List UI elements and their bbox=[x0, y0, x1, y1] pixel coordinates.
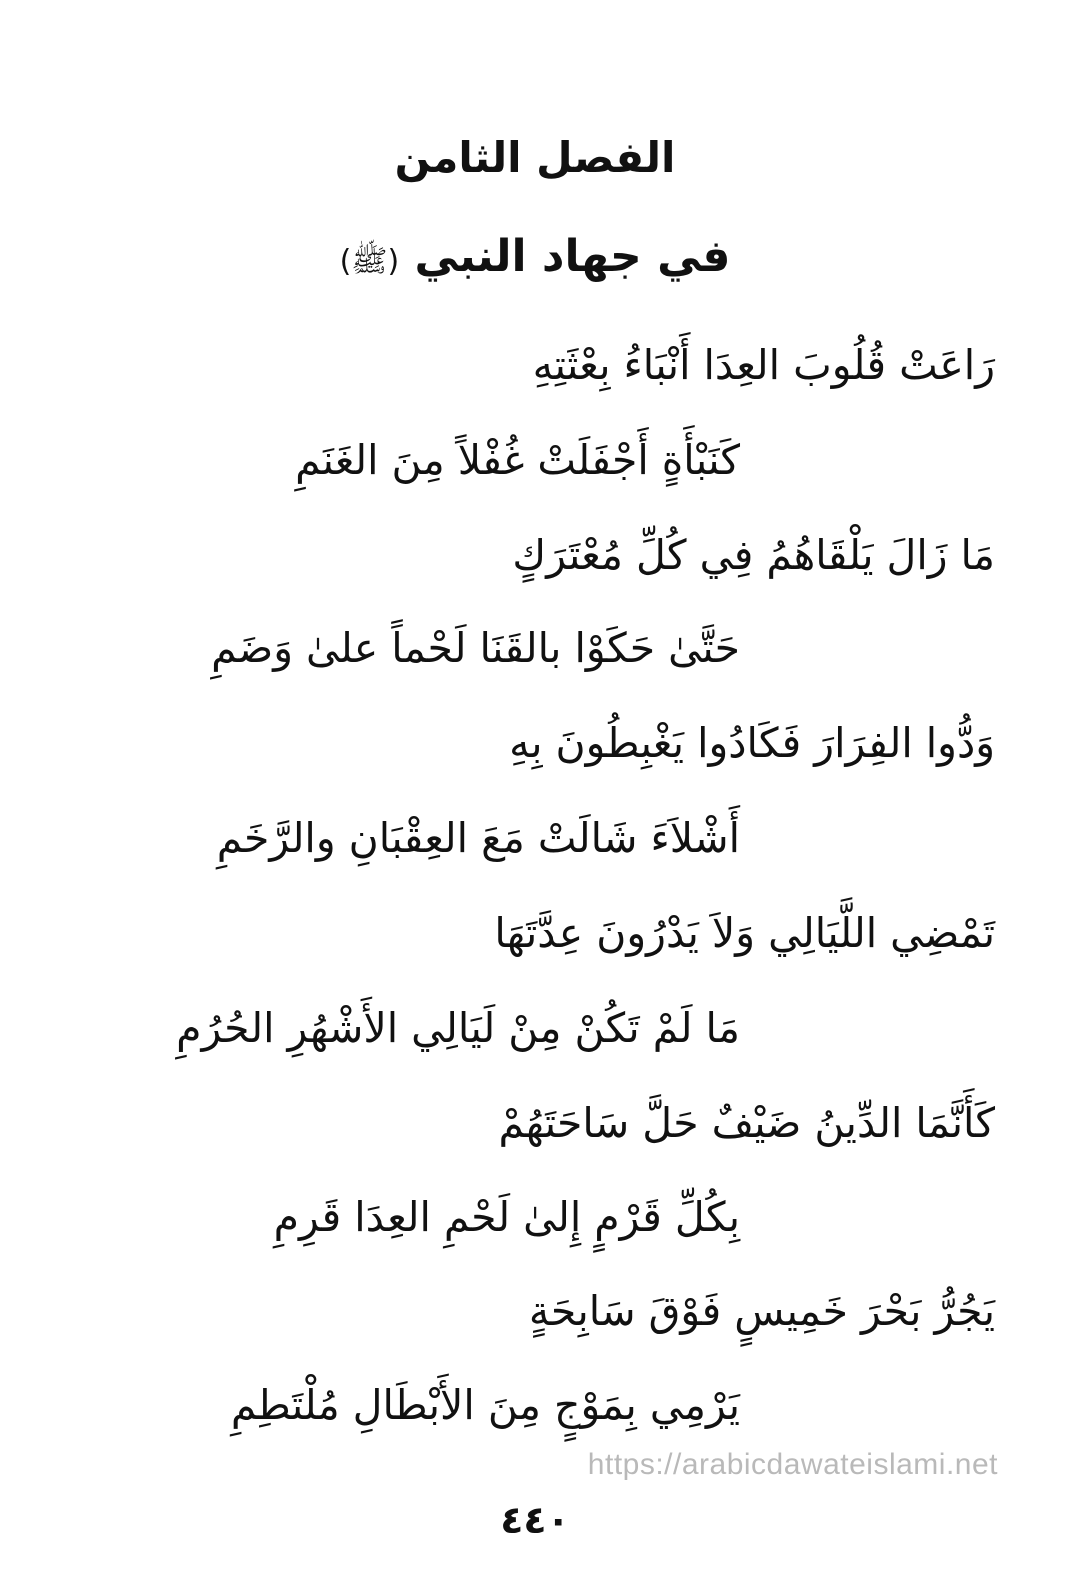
honorific-symbol: (ﷺ) bbox=[339, 244, 400, 279]
poem bbox=[0, 320, 1070, 1450]
verse-line: يَجُرُّ بَحْرَ خَمِيسٍ فَوْقَ سَابِحَةٍ bbox=[528, 1287, 995, 1335]
verse-line: تَمْضِي اللَّيَالِي وَلاَ يَدْرُونَ عِدَّتَهَا bbox=[494, 909, 995, 957]
page-number: ٤٤٠ bbox=[500, 1498, 570, 1542]
verse-line: يَرْمِي بِمَوْجٍ مِنَ الأَبْطَالِ مُلْتَطِمِ bbox=[230, 1381, 740, 1429]
verse-line: وَدُّوا الفِرَارَ فَكَادُوا يَغْبِطُونَ بِهِ bbox=[509, 719, 995, 767]
verse-line: رَاعَتْ قُلُوبَ العِدَا أَنْبَاءُ بِعْثَتِهِ bbox=[532, 341, 995, 389]
verse-line: بِكُلِّ قَرْمٍ إِلىٰ لَحْمِ العِدَا قَرِمِ bbox=[273, 1193, 740, 1241]
chapter-title: الفصل الثامن bbox=[394, 133, 676, 182]
subtitle-text: في جهاد النبي bbox=[414, 231, 731, 282]
watermark-url: https://arabicdawateislami.net bbox=[587, 1448, 998, 1481]
chapter-subtitle bbox=[0, 225, 1070, 294]
verse-line: مَا زَالَ يَلْقَاهُمُ فِي كُلِّ مُعْتَرَكٍ bbox=[512, 531, 995, 579]
verse-line: مَا لَمْ تَكُنْ مِنْ لَيَالِي الأَشْهُرِ الحُرُمِ bbox=[176, 1004, 740, 1052]
verse-line: حَتَّىٰ حَكَوْا بالقَنَا لَحْماً علىٰ وَضَمِ bbox=[211, 624, 740, 672]
verse-line: أَشْلاَءَ شَالَتْ مَعَ العِقْبَانِ والرَّخَمِ bbox=[216, 814, 740, 862]
verse-line: كَأَنَّمَا الدِّينُ ضَيْفٌ حَلَّ سَاحَتَهُمْ bbox=[498, 1099, 995, 1147]
verse-line: كَنَبْأَةٍ أَجْفَلَتْ غُفْلاً مِنَ الغَنَمِ bbox=[295, 436, 740, 484]
